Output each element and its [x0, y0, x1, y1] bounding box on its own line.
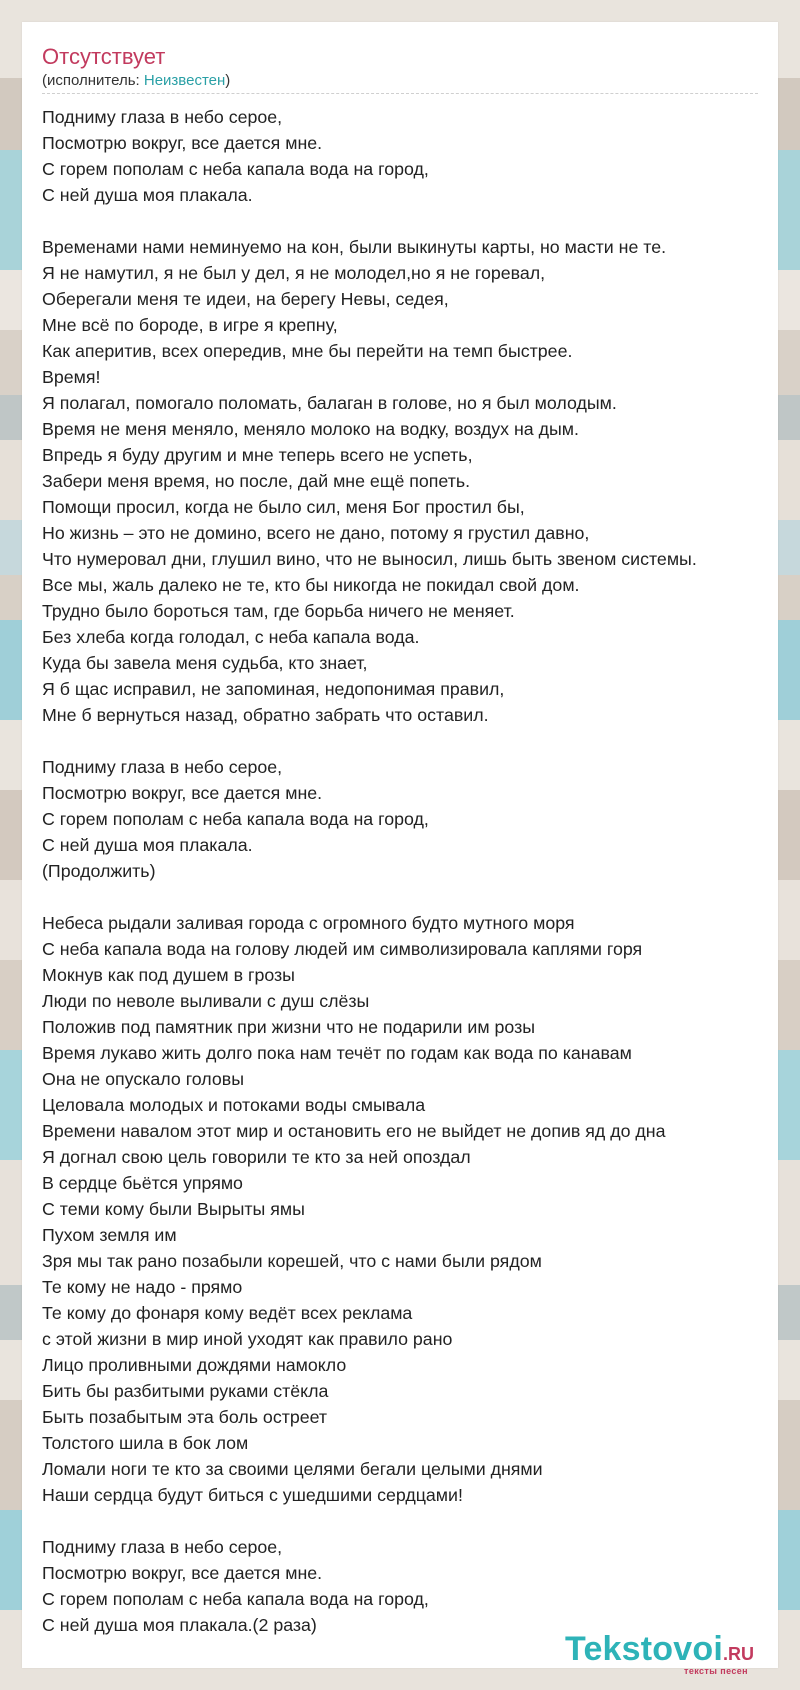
- lyrics-text: Подниму глаза в небо серое, Посмотрю вокруг, все дается мне. С горем пополам с неба капала вода на город, С ней душа моя плакала. Временами нами неминуемо на кон, были выкинуты карты, но масти не те. Я не намутил, я не был у дел, я не молодел,но я не горевал, Оберегали меня те идеи, на берегу Невы, седея, Мне всё по бороде, в игре я крепну, Как аперитив, всех опередив, мне бы перейти на темп быстрее. Время! Я полагал, помогало поломать, балаган в голове, но я был молодым. Время не меня меняло, меняло молоко на водку, воздух на дым. Впредь я буду другим и мне теперь всего не успеть, Забери меня время, но после, дай мне ещё попеть. Помощи просил, когда не было сил, меня Бог простил бы, Но жизнь – это не домино, всего не дано, потому я грустил давно, Что нумеровал дни, глушил вино, что не выносил, лишь быть звеном системы. Все мы, жаль далеко не те, кто бы никогда не покидал свой дом. Трудно было бороться там, где борьба ничего не меняет. Без хлеба когда голодал, с неба капала вода. Куда бы завела меня судьба, кто знает, Я б щас исправил, не запоминая, недопонимая правил, Мне б вернуться назад, обратно забрать что оставил. Подниму глаза в небо серое, Посмотрю вокруг, все дается мне. С горем пополам с неба капала вода на город, С ней душа моя плакала. (Продолжить) Небеса рыдали заливая города с огромного будто мутного моря С неба капала вода на голову людей им символизировала каплями горя Мокнув как под душем в грозы Люди по неволе выливали с душ слёзы Положив под памятник при жизни что не подарили им розы Время лукаво жить долго пока нам течёт по годам как вода по канавам Она не опускало головы Целовала молодых и потоками воды смывала Времени навалом этот мир и остановить его не выйдет не допив яд до дна Я догнал свою цель говорили те кто за ней опоздал В сердце бьётся упрямо С теми кому были Вырыты ямы Пухом земля им Зря мы так рано позабыли корешей, что с нами были рядом Те кому не надо - прямо Те кому до фонаря кому ведёт всех реклама с этой жизни в мир иной уходят как правило рано Лицо проливными дождями намокло Бить бы разбитыми руками стёкла Быть позабытым эта боль остреет Толстого шила в бок лом Ломали ноги те кто за своими целями бегали целыми днями Наши сердца будут биться с ушедшими сердцами! Подниму глаза в небо серое, Посмотрю вокруг, все дается мне. С горем пополам с неба капала вода на город, С ней душа моя плакала.(2 раза): [42, 107, 697, 1635]
- artist-link[interactable]: Неизвестен: [143, 72, 226, 89]
- site-logo[interactable]: [565, 1632, 754, 1676]
- logo-domain-suffix: .RU: [723, 1644, 754, 1664]
- artist-prefix: (исполнитель:: [42, 72, 144, 89]
- artist-line: [42, 72, 230, 90]
- logo-tagline: тексты песен: [684, 1666, 748, 1676]
- logo-wordmark: Tekstovoi: [565, 1630, 723, 1668]
- song-title: Отсутствует: [42, 44, 166, 69]
- header-divider: [42, 93, 758, 94]
- content-card: [22, 22, 778, 1676]
- artist-suffix: ): [225, 72, 231, 89]
